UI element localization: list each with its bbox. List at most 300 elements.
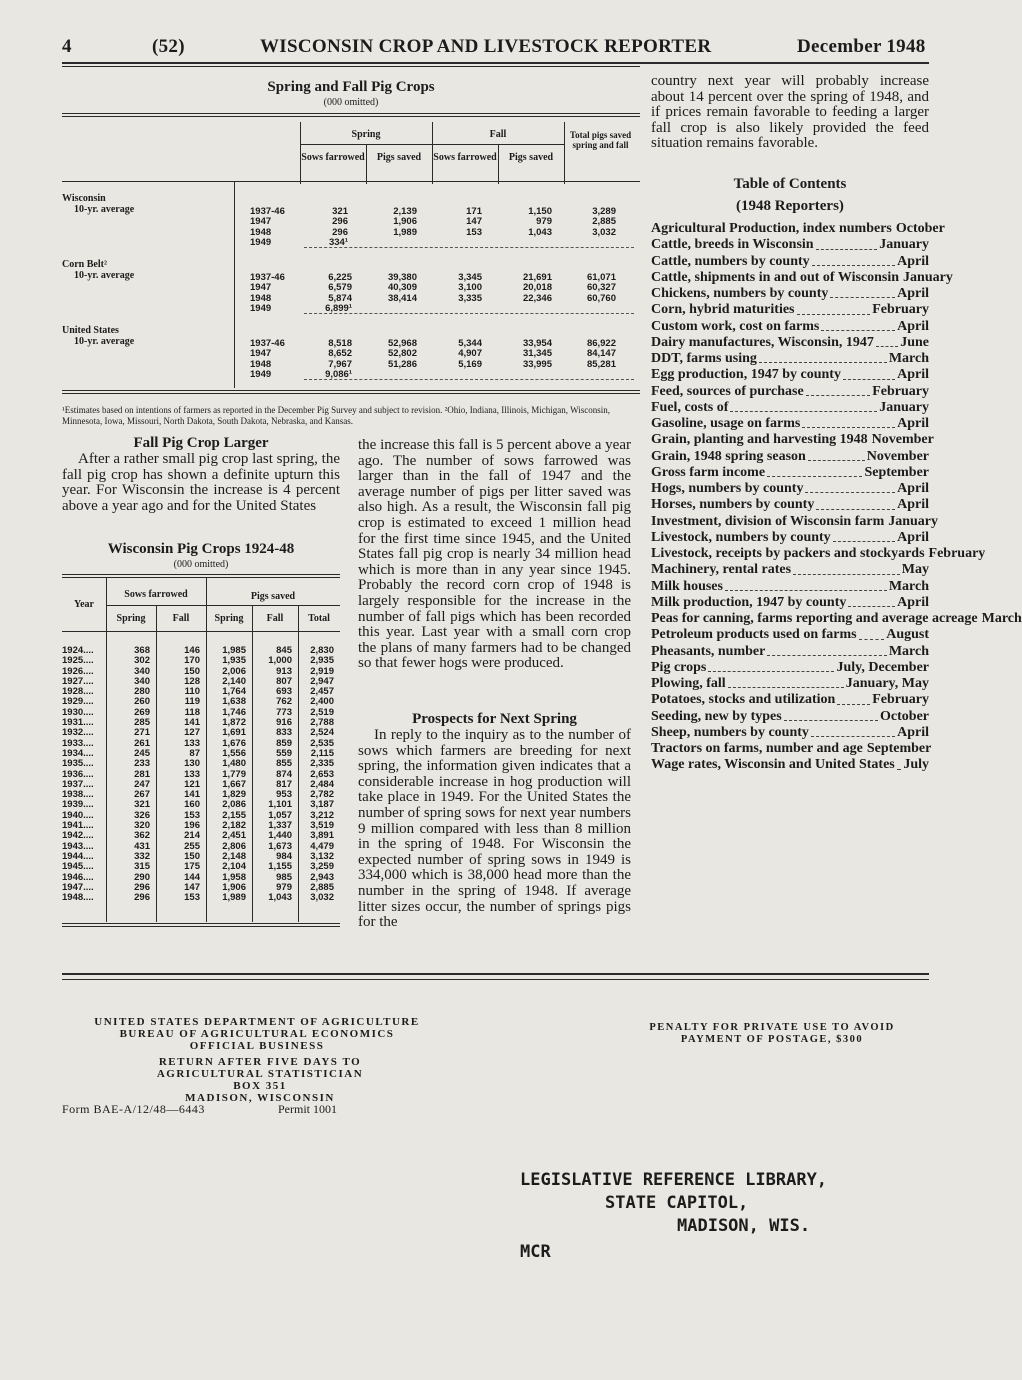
vrule (498, 144, 499, 184)
value-cell: 2,457 (310, 686, 334, 698)
value-cell: 1,764 (222, 686, 246, 698)
toc-month: January (879, 237, 929, 253)
vrule (300, 122, 301, 184)
toc-topic: Milk houses (651, 578, 723, 594)
cell: 5,874 (328, 292, 352, 304)
value-cell: 1,440 (268, 830, 292, 842)
leader-dots (848, 595, 895, 607)
value-cell: 1,746 (222, 706, 246, 718)
toc-month: February (928, 546, 986, 561)
table1-bottom-rule2 (62, 393, 640, 394)
toc-entry (651, 611, 1022, 627)
cell: 8,518 (328, 338, 352, 349)
vrule (564, 122, 565, 184)
value-cell: 260 (134, 696, 150, 708)
table-row (62, 790, 340, 800)
leader-dots (808, 449, 865, 461)
table2-bottom-rule2 (62, 926, 340, 927)
value-cell: 261 (134, 737, 150, 749)
value-cell: 87 (189, 747, 200, 759)
value-cell: 144 (184, 871, 200, 883)
toc-topic: Hogs, numbers by county (651, 481, 804, 496)
cell: 8,652 (328, 348, 352, 360)
value-cell: 3,259 (310, 861, 334, 873)
mailing-return (100, 1056, 420, 1104)
vrule (432, 122, 433, 184)
table2-body (62, 646, 340, 903)
dash-rule (304, 313, 634, 314)
value-cell: 2,519 (310, 706, 334, 718)
value-cell: 2,935 (310, 655, 334, 667)
cell: 33,954 (522, 338, 552, 349)
value-cell: 2,182 (222, 820, 246, 832)
toc-month: July, December (836, 659, 929, 675)
value-cell: 1,480 (222, 758, 246, 770)
value-cell: 1,155 (268, 861, 292, 873)
value-cell: 196 (184, 820, 200, 832)
year-cell: 1945.... (62, 861, 94, 873)
group-label: 10-yr. average (74, 204, 135, 215)
year: 1948 (250, 292, 272, 304)
leader-dots (830, 286, 895, 298)
value-cell: 431 (134, 840, 150, 852)
value-cell: 146 (184, 645, 200, 656)
cell: 52,802 (387, 348, 417, 360)
toc-entry (651, 725, 929, 741)
toc-month: April (897, 286, 929, 301)
value-cell: 1,673 (268, 840, 292, 852)
value-cell: 833 (276, 727, 292, 739)
cell: 61,071 (586, 272, 616, 283)
year-cell: 1944.... (62, 850, 94, 862)
cell: 33,995 (522, 358, 552, 370)
leader-dots (802, 416, 895, 428)
value-cell: 1,829 (222, 789, 246, 801)
mail-line: OFFICIAL BUSINESS (189, 1040, 325, 1052)
toc-topic: Cattle, breeds in Wisconsin (651, 237, 814, 253)
value-cell: 315 (134, 861, 150, 873)
value-cell: 128 (184, 675, 200, 687)
value-cell: 2,788 (310, 717, 334, 729)
col-fall: Fall (489, 129, 507, 140)
value-cell: 3,032 (310, 892, 334, 904)
value-cell: 214 (184, 830, 200, 842)
toc-entry (651, 465, 929, 481)
year: 1937-46 (250, 206, 285, 217)
value-cell: 121 (184, 778, 200, 790)
table2-subrule (106, 605, 340, 606)
cell: 40,309 (387, 282, 417, 294)
toc-topic: Dairy manufactures, Wisconsin, 1947 (651, 334, 874, 350)
toc-topic: Fuel, costs of (651, 399, 729, 415)
cell: 21,691 (522, 272, 552, 283)
address-line-2: STATE CAPITOL, (605, 1193, 749, 1213)
leader-dots (730, 400, 877, 412)
value-cell: 979 (276, 881, 292, 893)
value-cell: 280 (134, 686, 150, 698)
value-cell: 130 (184, 758, 200, 770)
value-cell: 1,989 (222, 892, 246, 904)
value-cell: 267 (134, 789, 150, 801)
year-label: 1929 (62, 696, 84, 708)
col-pigs-saved: Pigs saved (250, 591, 296, 602)
value-cell: 1,000 (268, 655, 292, 667)
toc-entry (651, 432, 934, 448)
toc-entry (651, 481, 929, 497)
value-cell: 150 (184, 665, 200, 677)
toc-entry (651, 692, 929, 708)
table1-footnote: ¹Estimates based on intentions of farmers as reported in the December Pig Survey and subject to revision. ²Ohio, Indiana, Illinois, Michigan, Wisconsin, Minnesota, Iowa, Missouri, North Dakota, South Dakota, Nebraska, and Kansas. (62, 405, 611, 426)
toc-entry (651, 660, 929, 676)
value-cell: 2,484 (310, 778, 334, 790)
table1-group-us (62, 326, 640, 390)
table2-subtitle: (000 omitted) (173, 559, 229, 570)
cell: 296 (332, 226, 348, 238)
leader-dots (725, 579, 887, 591)
value-cell: 984 (276, 850, 292, 862)
toc-topic: Gasoline, usage on farms (651, 416, 801, 431)
value-cell: 855 (276, 758, 292, 770)
value-cell: 368 (134, 645, 150, 656)
mail-line: PAYMENT OF POSTAGE, $300 (680, 1034, 864, 1045)
table-row (62, 749, 340, 759)
toc-topic: Seeding, new by types (651, 708, 782, 724)
year-label: 1931 (62, 717, 84, 729)
mail-line: AGRICULTURAL STATISTICIAN (156, 1068, 364, 1080)
cell: 979 (536, 216, 552, 228)
year-cell: 1930.... (62, 706, 94, 718)
publication-title: WISCONSIN CROP AND LIVESTOCK REPORTER (260, 36, 712, 57)
year-label: 1941 (62, 820, 84, 832)
year-label: 1945 (62, 861, 84, 873)
group-label: 10-yr. average (74, 270, 135, 281)
year-cell: 1948.... (62, 892, 94, 904)
leader-dots (821, 319, 895, 331)
value-cell: 255 (184, 840, 200, 852)
year-cell: 1926.... (62, 665, 94, 677)
value-cell: 1,985 (222, 645, 246, 656)
value-cell: 153 (184, 809, 200, 821)
value-cell: 296 (134, 881, 150, 893)
toc-month: September (866, 741, 932, 756)
year-label: 1937 (62, 778, 84, 790)
table1-header-rule (62, 181, 640, 182)
cell: 85,281 (586, 358, 616, 370)
leader-dots (816, 497, 895, 509)
value-cell: 127 (184, 727, 200, 739)
year-label: 1926 (62, 665, 84, 677)
table-row (62, 677, 340, 687)
value-cell: 913 (276, 665, 292, 677)
toc-month: October (880, 708, 929, 724)
value-cell: 332 (134, 850, 150, 862)
value-cell: 321 (134, 799, 150, 811)
cell: 296 (332, 216, 348, 228)
value-cell: 271 (134, 727, 150, 739)
cell: 86,922 (586, 338, 616, 349)
article2-heading: Prospects for Next Spring (412, 711, 577, 727)
group-label: 10-yr. average (74, 336, 135, 347)
article2-text: In reply to the inquiry as to the number of sows which farmers are breeding for next spring, the information given indicates that a considerable increase in hog production will take place in 1949. For the United States the number of spring sows for next year numbers 9 million compared with less than 8 million in the spring of 1948. For Wisconsin the expected number of spring sows in 1949 is 334,000 which is 38,000 head more than the number in the spring of 1948. If average litter sizes occur, the number of springs pigs for the (358, 727, 631, 931)
value-cell: 2,335 (310, 758, 334, 770)
year-cell: 1946.... (62, 871, 94, 883)
toc-entry (651, 254, 929, 270)
cell: 6,579 (328, 282, 352, 294)
toc-subtitle: (1948 Reporters) (736, 198, 844, 214)
year-cell: 1925.... (62, 655, 94, 667)
value-cell: 2,140 (222, 675, 246, 687)
cell: 52,968 (387, 338, 417, 349)
toc-month: May (901, 562, 929, 578)
cell: 60,327 (586, 282, 616, 294)
year-label: 1934 (62, 747, 84, 759)
value-cell: 340 (134, 675, 150, 687)
year-cell: 1936.... (62, 768, 94, 780)
permit-number: Permit 1001 (278, 1102, 337, 1116)
col-year: Year (74, 599, 94, 610)
vrule (366, 144, 367, 184)
cell: 153 (466, 226, 482, 238)
toc-topic: Wage rates, Wisconsin and United States (651, 757, 895, 773)
cell: 3,345 (458, 272, 482, 283)
value-cell: 874 (276, 768, 292, 780)
toc-list (651, 221, 1022, 774)
header-rule (62, 62, 929, 64)
issue-number: (52) (152, 36, 185, 57)
year-label: 1930 (62, 706, 84, 718)
year-cell: 1941.... (62, 820, 94, 832)
col-sows-spring: Sows farrowed (301, 152, 365, 163)
article-text-col2: the increase this fall is 5 percent above a year ago. The number of sows farrowed was larger than in the fall of 1947 and the average number of pigs per litter saved was also high. As a result, the Wisconsin fall pig crop is estimated to exceed 1 million head for the first time since 1945, and the United States fall pig crop is nearly 34 million head which is more than in any year since 1945. Probably the record corn crop of 1948 is largely responsible for the increase in the number of fall pigs which has been recorded this year. Last year with a small corn crop the plans of many farmers had to be changed so that fewer hogs were produced. (358, 437, 631, 672)
cell: 2,885 (592, 216, 616, 228)
toc-entry (651, 416, 929, 432)
year: 1948 (250, 226, 272, 238)
cell: 51,286 (387, 358, 417, 370)
toc-entry (651, 579, 929, 595)
value-cell: 3,519 (310, 820, 334, 832)
value-cell: 1,337 (268, 820, 292, 832)
year-label: 1933 (62, 737, 84, 749)
cell: 60,760 (586, 292, 616, 304)
table-row (62, 667, 340, 677)
year-label: 1946 (62, 871, 84, 883)
toc-topic: Plowing, fall (651, 676, 726, 691)
value-cell: 2,006 (222, 665, 246, 677)
table-row (62, 770, 340, 780)
toc-entry (651, 384, 929, 400)
dash-rule (304, 247, 634, 248)
toc-entry (651, 302, 929, 318)
year-cell: 1935.... (62, 758, 94, 770)
table1-title: Spring and Fall Pig Crops (267, 79, 435, 95)
group-name: Wisconsin (62, 193, 106, 204)
toc-month: November (871, 432, 934, 448)
year-cell: 1943.... (62, 840, 94, 852)
table1-column-headers (300, 122, 635, 184)
value-cell: 2,943 (310, 871, 334, 883)
value-cell: 153 (184, 892, 200, 904)
value-cell: 233 (134, 758, 150, 770)
year-cell: 1932.... (62, 727, 94, 739)
toc-month: January (888, 513, 939, 529)
col-sows-fall: Fall (172, 613, 190, 624)
toc-entry (651, 221, 945, 237)
value-cell: 296 (134, 892, 150, 904)
value-cell: 285 (134, 717, 150, 729)
toc-topic: Peas for canning, farms reporting and average acreage (651, 611, 978, 626)
toc-topic: Milk production, 1947 by county (651, 594, 847, 610)
year-label: 1947 (62, 881, 84, 893)
cell: 1,906 (393, 216, 417, 228)
table1-bottom-rule (62, 390, 640, 391)
address-line-1: LEGISLATIVE REFERENCE LIBRARY, (520, 1170, 828, 1190)
year: 1947 (250, 348, 272, 360)
value-cell: 1,667 (222, 778, 246, 790)
issue-date: December 1948 (797, 36, 926, 57)
col-pigs-fall: Fall (266, 613, 284, 624)
toc-topic: DDT, farms using (651, 351, 757, 366)
table-row (62, 739, 340, 749)
value-cell: 2,830 (310, 645, 334, 656)
value-cell: 2,535 (310, 737, 334, 749)
value-cell: 2,400 (310, 696, 334, 708)
value-cell: 1,676 (222, 737, 246, 749)
toc-topic: Agricultural Production, index numbers (651, 221, 892, 236)
cell: 7,967 (328, 358, 352, 370)
value-cell: 175 (184, 861, 200, 873)
header-rule-thin (62, 66, 640, 67)
year-label: 1932 (62, 727, 84, 739)
value-cell: 3,187 (310, 799, 334, 811)
toc-month: February (872, 302, 929, 318)
value-cell: 807 (276, 675, 292, 687)
year-cell: 1939.... (62, 799, 94, 811)
toc-entry (651, 286, 929, 302)
col-total: Total pigs saved spring and fall (569, 130, 632, 150)
value-cell: 2,148 (222, 850, 246, 862)
year-cell: 1940.... (62, 809, 94, 821)
table-row (62, 842, 340, 852)
value-cell: 817 (276, 778, 292, 790)
cell: 3,289 (592, 206, 616, 217)
cell: 171 (466, 206, 482, 217)
table-row (62, 852, 340, 862)
value-cell: 147 (184, 881, 200, 893)
year-label: 1940 (62, 809, 84, 821)
table2-rule-top (62, 574, 340, 575)
year-cell: 1933.... (62, 737, 94, 749)
value-cell: 773 (276, 706, 292, 718)
cell: 38,414 (387, 292, 417, 304)
toc-topic: Livestock, numbers by county (651, 529, 831, 545)
penalty-notice (612, 1022, 932, 1046)
value-cell: 2,524 (310, 727, 334, 739)
leader-dots (859, 627, 885, 639)
toc-topic: Custom work, cost on farms (651, 318, 820, 334)
toc-topic: Investment, division of Wisconsin farm (651, 513, 885, 529)
article2-continued: country next year will probably increase about 14 percent over the spring of 1948, and if prices remain favorable to feeding a larger fall crop is also likely provided the feed situation remains favorable. (651, 73, 929, 152)
toc-month: February (872, 383, 929, 399)
mail-line: BUREAU OF AGRICULTURAL ECONOMICS (119, 1028, 395, 1040)
value-cell: 2,919 (310, 665, 334, 677)
page-number: 4 (62, 36, 72, 57)
cell: 9,086¹ (325, 368, 352, 380)
value-cell: 559 (276, 747, 292, 759)
toc-topic: Pig crops (651, 659, 707, 675)
value-cell: 2,155 (222, 809, 246, 821)
col-sows-spring: Spring (116, 613, 146, 624)
cell: 6,225 (328, 272, 352, 283)
value-cell: 247 (134, 778, 150, 790)
toc-month: April (897, 318, 929, 334)
table-row (62, 893, 340, 903)
value-cell: 1,556 (222, 747, 246, 759)
col-pigs-spring: Spring (214, 613, 244, 624)
value-cell: 1,935 (222, 655, 246, 667)
toc-entry (651, 497, 929, 513)
toc-month: April (897, 416, 929, 431)
cell: 84,147 (586, 348, 616, 360)
form-number: Form BAE-A/12/48—6443 (62, 1102, 205, 1116)
year-label: 1938 (62, 789, 84, 801)
year-label: 1943 (62, 840, 84, 852)
article-heading: Fall Pig Crop Larger (133, 435, 269, 451)
toc-topic: Livestock, receipts by packers and stockyards (651, 546, 925, 561)
value-cell: 1,043 (268, 892, 292, 904)
toc-month: January (879, 399, 929, 415)
value-cell: 119 (184, 696, 200, 708)
toc-entry (651, 595, 929, 611)
cell: 1,989 (393, 226, 417, 238)
toc-entry (651, 367, 929, 383)
table-row (62, 687, 340, 697)
value-cell: 1,779 (222, 768, 246, 780)
year: 1949 (250, 302, 272, 314)
value-cell: 1,057 (268, 809, 292, 821)
year: 1949 (250, 368, 272, 380)
toc-month: November (866, 448, 929, 464)
toc-entry (651, 562, 929, 578)
toc-month: April (897, 724, 929, 740)
value-cell: 693 (276, 686, 292, 698)
toc-entry (651, 269, 953, 286)
toc-entry (651, 546, 986, 562)
year-cell: 1938.... (62, 789, 94, 801)
value-cell: 2,086 (222, 799, 246, 811)
value-cell: 1,638 (222, 696, 246, 708)
year-cell: 1928.... (62, 686, 94, 698)
toc-month: April (897, 481, 929, 496)
toc-title: Table of Contents (733, 176, 847, 192)
table-row (62, 780, 340, 790)
year-label: 1925 (62, 655, 84, 667)
value-cell: 2,115 (310, 747, 334, 759)
value-cell: 1,906 (222, 881, 246, 893)
value-cell: 362 (134, 830, 150, 842)
toc-entry (651, 709, 929, 725)
address-line-3: MADISON, WIS. (677, 1216, 811, 1236)
leader-dots (837, 692, 870, 704)
leader-dots (833, 530, 895, 542)
cell: 4,907 (458, 348, 482, 360)
toc-topic: Pheasants, number (651, 643, 766, 659)
value-cell: 141 (184, 789, 200, 801)
toc-entry (651, 530, 929, 546)
value-cell: 150 (184, 850, 200, 862)
value-cell: 110 (184, 686, 200, 698)
leader-dots (708, 660, 834, 672)
value-cell: 2,451 (222, 830, 246, 842)
